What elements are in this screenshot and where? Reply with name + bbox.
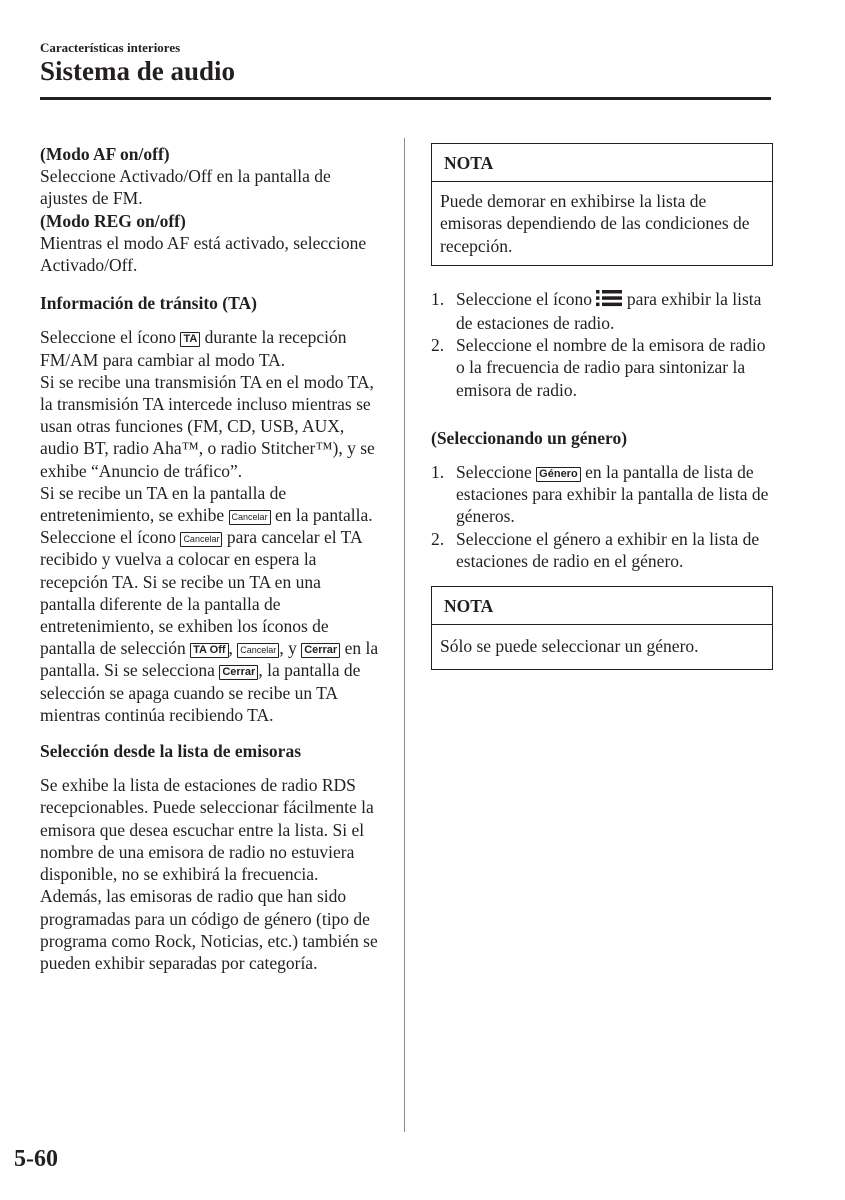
page-number: 5-60 [14,1146,58,1172]
list-item: 2. Seleccione el género a exhibir en la lista de estaciones de radio en el género. [431,528,760,571]
genre-heading: (Seleccionando un género) [431,427,628,448]
list-item: 1. Seleccione Género en la pantalla de lista de estaciones para exhibir la pantalla de lista de géneros. [431,462,769,527]
note-title: NOTA [432,587,772,625]
note-title: NOTA [432,144,772,182]
ta-paragraph-2: Si se recibe una transmisión TA en el modo TA, la transmisión TA intercede incluso mientras se usan otras funciones (FM, CD, USB, AUX, audio BT, radio Aha™, o radio Stitcher™), y se exhibe “Anuncio de tráfico”. [40,371,375,481]
station-list-heading: Selección desde la lista de emisoras [40,741,302,762]
ta-button-icon: TA [180,332,200,347]
station-list-text: Se exhibe la lista de estaciones de radio RDS recepcionables. Puede seleccionar fácilmente la emisora que desea escuchar entre la lista. Si el nombre de una emisora de radio no estuviera disponible, no se exhibirá la frecuencia. Además, las emisoras de radio que han sido programadas para un código de género (tipo de programa como Rock, Noticias, etc.) también se pueden exhibir separadas por categoría. [40,775,378,973]
left-column [40,143,380,974]
note-text: Sólo se puede seleccionar un género. [440,636,699,657]
reg-mode-text: Mientras el modo AF está activado, seleccione Activado/Off. [40,232,367,276]
note-box [431,143,773,266]
page-title: Sistema de audio [40,56,236,86]
af-mode-heading: (Modo AF on/off) [40,144,170,164]
section-label: Características interiores [40,40,181,55]
note-box [431,586,773,670]
ta-paragraph-3: Si se recibe un TA en la pantalla de entretenimiento, se exhibe Cancelar en la pantalla. Seleccione el ícono Cancelar para cancelar el TA recibido y vuelva a colocar en espera la recepción TA. Si se recibe un TA en una pantalla diferente de la pantalla de entretenimiento, se exhiben los íconos de pantalla de selección TA Off , Cancelar , y Cerrar en la pantalla. Si se selecciona Cerrar , la pantalla de selección se apaga cuando se recibe un TA mientras continúa recibiendo TA. [40,482,379,725]
right-column [431,143,773,670]
genre-steps [431,461,773,572]
ta-paragraph-1: Seleccione el ícono TA durante la recepción FM/AM para cambiar al modo TA. [40,327,347,370]
ta-off-button-icon: TA Off [190,643,228,658]
af-mode-text: Seleccione Activado/Off en la pantalla de ajustes de FM. [40,166,331,209]
list-icon [596,289,622,312]
close-button-icon: Cerrar [219,665,258,680]
close-button-icon: Cerrar [301,643,340,658]
cancel-button-icon: Cancelar [180,532,222,547]
cancel-button-icon: Cancelar [237,643,279,658]
genre-button-icon: Género [536,467,581,482]
ta-heading: Información de tránsito (TA) [40,293,257,314]
list-item: 2. Seleccione el nombre de la emisora de radio o la frecuencia de radio para sintonizar la emisora de radio. [431,335,766,400]
cancel-button-icon: Cancelar [229,510,271,525]
station-list-steps [431,288,773,401]
title-rule [40,97,771,100]
reg-mode-heading: (Modo REG on/off) [40,210,186,231]
list-item: 1. Seleccione el ícono para exhibir la lista de estaciones de radio. [431,288,762,334]
note-text: Puede demorar en exhibirse la lista de emisoras dependiendo de las condiciones de recepción. [440,191,750,256]
column-divider [404,138,405,1132]
